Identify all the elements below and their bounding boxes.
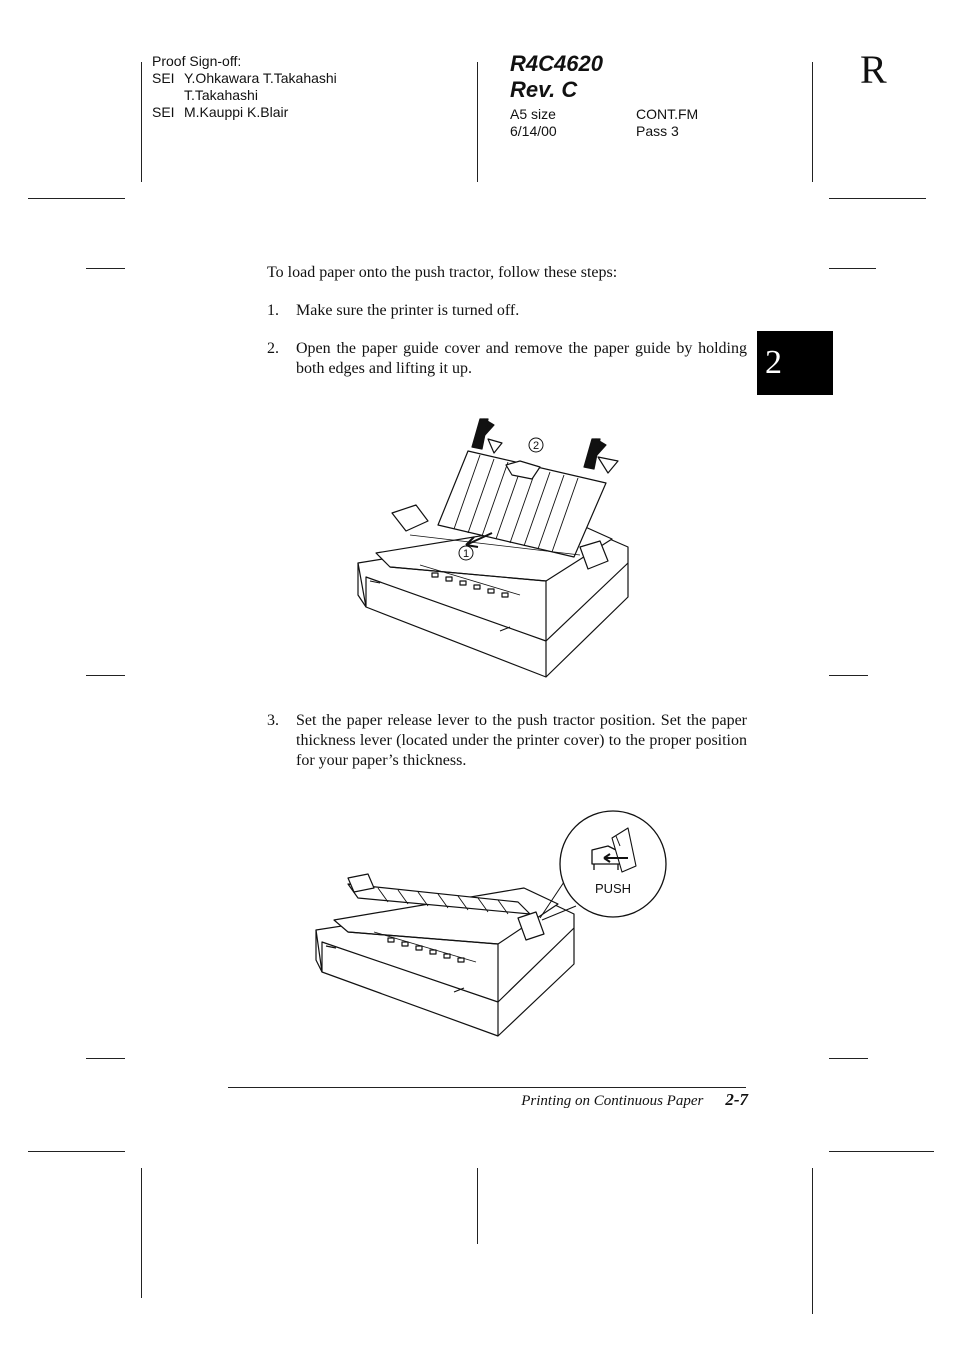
proof-label: Proof Sign-off: (152, 53, 242, 69)
crop-mark (812, 1168, 813, 1314)
crop-mark (477, 62, 478, 182)
step-text: Open the paper guide cover and remove the paper guide by holding both edges and lifting it up. (296, 340, 747, 377)
revision-letter: R (860, 47, 887, 92)
page-number: 2-7 (725, 1090, 748, 1109)
page-footer (228, 1090, 748, 1110)
crop-mark (829, 1151, 934, 1152)
crop-mark (28, 198, 125, 199)
crop-mark (829, 675, 868, 676)
push-label: PUSH (594, 881, 632, 896)
signoff-names: T.Takahashi (184, 87, 258, 103)
crop-mark (477, 1168, 478, 1244)
chapter-number: 2 (765, 344, 782, 381)
step-number: 1. (267, 302, 279, 319)
step-item (267, 339, 747, 379)
step-item (267, 711, 747, 771)
signoff-row (152, 87, 337, 104)
paper-size: A5 size (510, 106, 556, 122)
crop-mark (829, 198, 926, 199)
crop-mark (86, 268, 125, 269)
signoff-code: SEI (152, 104, 175, 120)
crop-mark (141, 62, 142, 182)
printer-remove-guide-illustration (350, 405, 640, 685)
signoff-code: SEI (152, 70, 175, 86)
step-text: Set the paper release lever to the push tractor position. Set the paper thickness lever (located under the printer cover) to the proper position for your paper’s thickness. (296, 712, 747, 769)
signoff-names: M.Kauppi K.Blair (184, 104, 289, 120)
callout-1: 1 (462, 548, 470, 560)
crop-mark (86, 1058, 125, 1059)
signoff-row (152, 70, 337, 87)
step-number: 3. (267, 712, 279, 729)
doc-date: 6/14/00 (510, 123, 557, 139)
crop-mark (829, 268, 876, 269)
doc-revision: Rev. C (510, 77, 578, 102)
step-text: Make sure the printer is turned off. (296, 302, 520, 319)
footer-rule (228, 1087, 746, 1088)
chapter-tab (757, 331, 833, 395)
doc-code: R4C4620 (510, 51, 603, 76)
callout-2: 2 (532, 440, 540, 452)
printer-push-lever-illustration (308, 806, 672, 1044)
intro-paragraph: To load paper onto the push tractor, follow these steps: (267, 264, 618, 281)
crop-mark (829, 1058, 868, 1059)
step-number: 2. (267, 340, 279, 357)
file-name: CONT.FM (636, 106, 699, 122)
footer-chapter-title: Printing on Continuous Paper (521, 1093, 704, 1109)
signoff-row (152, 104, 337, 121)
proof-signoff-block (152, 53, 337, 121)
signoff-code (152, 87, 184, 104)
step-item (267, 301, 747, 321)
crop-mark (28, 1151, 125, 1152)
crop-mark (86, 675, 125, 676)
document-id (510, 51, 603, 103)
pass-number: Pass 3 (636, 123, 679, 139)
signoff-names: Y.Ohkawara T.Takahashi (184, 70, 337, 86)
crop-mark (812, 62, 813, 182)
document-meta (510, 106, 698, 140)
crop-mark (141, 1168, 142, 1298)
